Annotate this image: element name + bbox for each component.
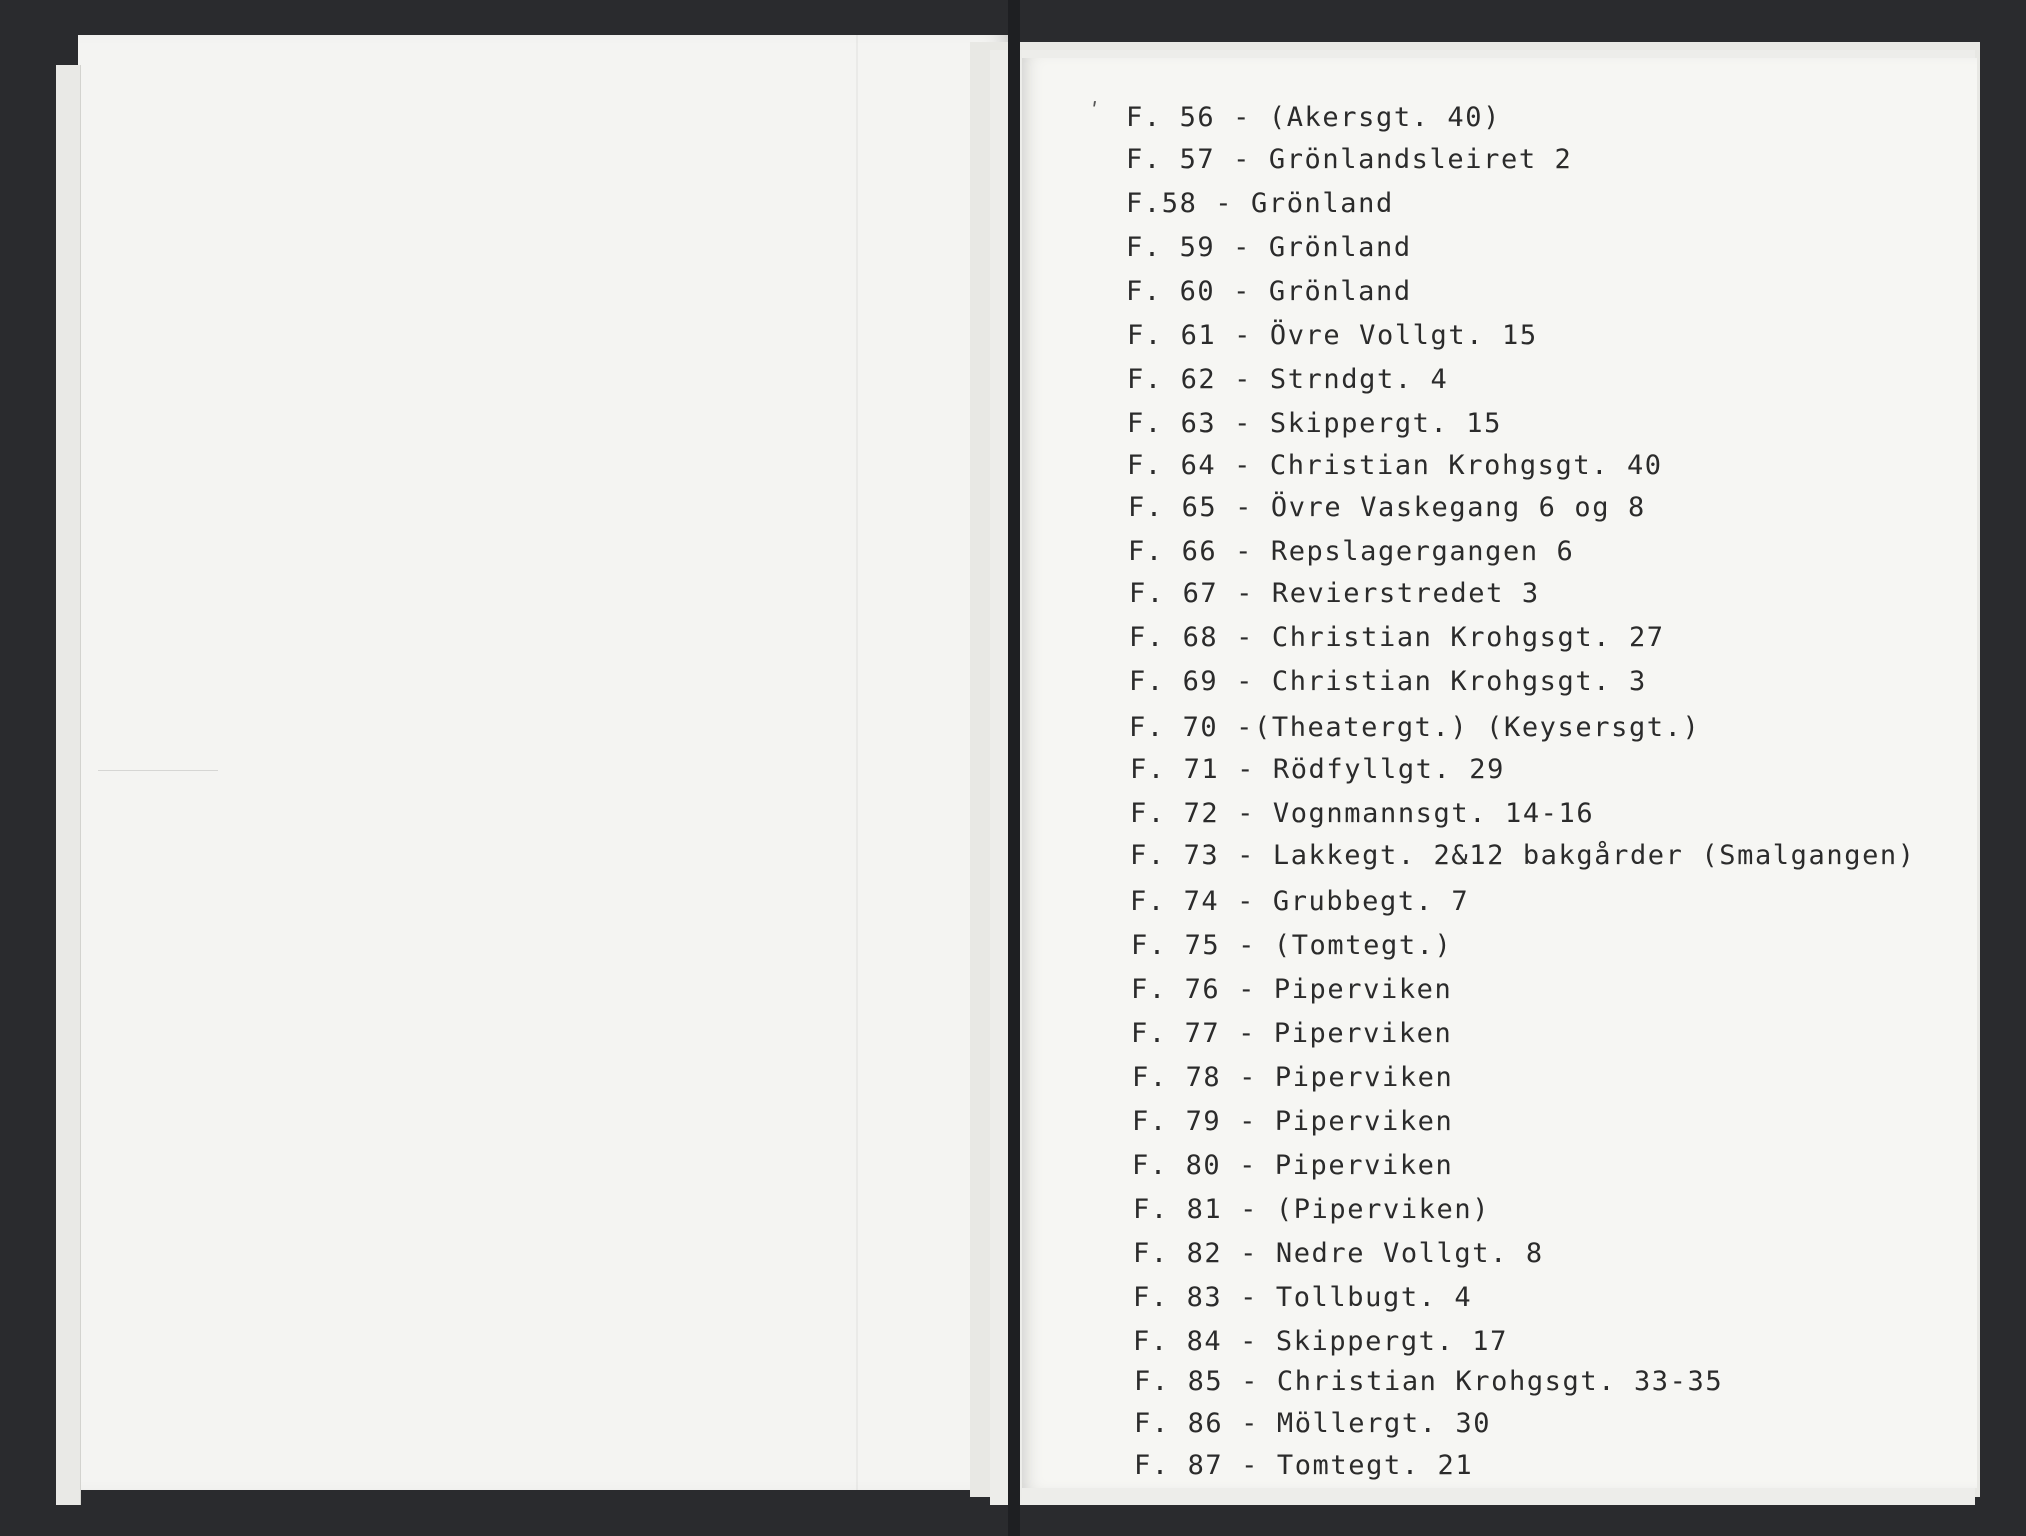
list-item: F. 67 - Revierstredet 3 [1129,578,1540,609]
list-item: F. 70 -(Theatergt.) (Keysersgt.) [1129,712,1701,743]
list-item: F. 68 - Christian Krohgsgt. 27 [1129,622,1665,653]
list-item: F. 79 - Piperviken [1132,1106,1454,1137]
list-item: F. 65 - Övre Vaskegang 6 og 8 [1128,492,1646,523]
list-item: F. 64 - Christian Krohgsgt. 40 [1127,450,1663,481]
pen-mark: ʹ [1088,100,1102,125]
list-item: F. 77 - Piperviken [1131,1018,1453,1049]
list-item: F. 57 - Grönlandsleiret 2 [1126,144,1573,175]
list-item: F. 62 - Strndgt. 4 [1127,364,1449,395]
left-page-fold [856,35,858,1490]
list-item: F. 59 - Grönland [1126,232,1412,263]
list-item: F. 73 - Lakkegt. 2&12 bakgårder (Smalgangen) [1130,840,1916,871]
list-item: F. 84 - Skippergt. 17 [1133,1326,1508,1357]
left-page-underlying-edge [56,65,81,1505]
list-item: F.58 - Grönland [1126,188,1394,219]
left-page [78,35,1008,1490]
list-item: F. 56 - (Akersgt. 40) [1126,102,1501,133]
list-item: F. 81 - (Piperviken) [1133,1194,1491,1225]
list-item: F. 61 - Övre Vollgt. 15 [1127,320,1538,351]
list-item: F. 63 - Skippergt. 15 [1127,408,1502,439]
list-item: F. 82 - Nedre Vollgt. 8 [1133,1238,1544,1269]
list-item: F. 86 - Möllergt. 30 [1134,1408,1492,1439]
list-item: F. 83 - Tollbugt. 4 [1133,1282,1473,1313]
list-item: F. 78 - Piperviken [1132,1062,1454,1093]
list-item: F. 76 - Piperviken [1131,974,1453,1005]
list-item: F. 87 - Tomtegt. 21 [1134,1450,1474,1481]
list-item: F. 74 - Grubbegt. 7 [1130,886,1470,917]
list-item: F. 75 - (Tomtegt.) [1131,930,1453,961]
book-spine [1008,0,1020,1536]
list-item: F. 72 - Vognmannsgt. 14-16 [1130,798,1595,829]
left-page-crease [98,770,218,771]
list-item: F. 66 - Repslagergangen 6 [1128,536,1575,567]
list-item: F. 71 - Rödfyllgt. 29 [1130,754,1505,785]
list-item: F. 69 - Christian Krohgsgt. 3 [1129,666,1647,697]
list-item: F. 80 - Piperviken [1132,1150,1454,1181]
list-item: F. 60 - Grönland [1126,276,1412,307]
list-item: F. 85 - Christian Krohgsgt. 33-35 [1134,1366,1724,1397]
